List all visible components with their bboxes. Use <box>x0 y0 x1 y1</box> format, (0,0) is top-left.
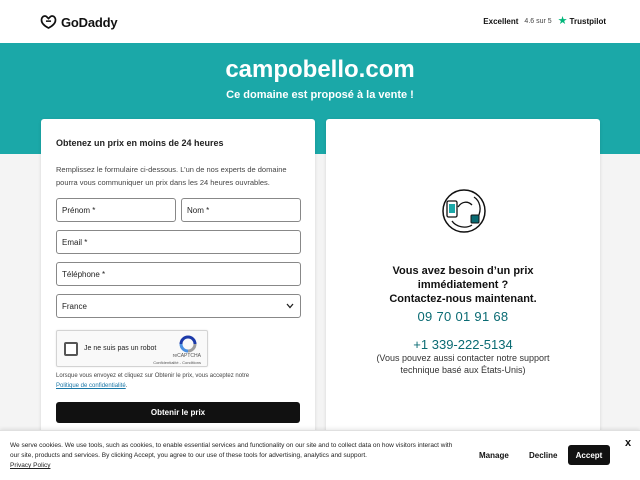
phone-label: Téléphone * <box>62 269 106 279</box>
godaddy-logo[interactable] <box>40 13 117 31</box>
lastname-field[interactable] <box>181 198 301 222</box>
trustpilot-brand <box>558 16 606 27</box>
contact-illustration-icon <box>438 187 490 235</box>
trust-score: 4.6 sur 5 <box>524 18 552 25</box>
firstname-label: Prénom * <box>62 205 96 215</box>
contact-heading-line2: immédiatement ? <box>417 279 509 291</box>
legal-prefix: Lorsque vous envoyez et cliquez sur Obtenir le prix, vous acceptez notre <box>56 373 250 379</box>
legal-suffix: . <box>125 383 128 389</box>
trustpilot-label: Trustpilot <box>569 17 606 26</box>
contact-heading-line3: Contactez-nous maintenant. <box>389 293 537 305</box>
phone-field[interactable] <box>56 262 301 286</box>
contact-heading-line1: Vous avez besoin d’un prix <box>392 265 534 277</box>
contact-heading <box>326 264 600 306</box>
domain-title: campobello.com <box>225 56 415 83</box>
domain-subtitle: Ce domaine est proposé à la vente ! <box>226 89 414 101</box>
phone-number-us[interactable]: +1 339-222-5134 <box>413 337 513 352</box>
recaptcha-checkbox[interactable] <box>64 342 78 356</box>
privacy-policy-link-cookie[interactable]: Privacy Policy <box>10 462 51 469</box>
godaddy-logo-icon <box>40 14 57 30</box>
cookie-message: We serve cookies. We use tools, such as cookies, to enable essential services and functionality on our site and to collect data on how visitors interact with our site, products and services. By clicking Accept, you agree to our use of these tools for advertising, analytics and support. <box>10 442 453 459</box>
phone-number-fr[interactable]: 09 70 01 91 68 <box>417 309 509 324</box>
email-field[interactable] <box>56 230 301 254</box>
recaptcha-icon <box>178 335 198 353</box>
star-icon: ★ <box>557 15 568 27</box>
accept-cookies-button[interactable]: Accept <box>568 445 610 465</box>
trustpilot-rating[interactable] <box>483 16 606 27</box>
contact-card <box>326 119 600 449</box>
manage-cookies-button[interactable]: Manage <box>479 451 509 460</box>
cookie-text <box>10 441 455 471</box>
recaptcha-brand: reCAPTCHA <box>172 353 201 359</box>
logo-text: GoDaddy <box>61 14 118 30</box>
get-price-button[interactable]: Obtenir le prix <box>56 402 300 423</box>
support-note: (Vous pouvez aussi contacter notre support technique basé aux États-Unis) <box>376 353 550 375</box>
firstname-field[interactable] <box>56 198 176 222</box>
privacy-notice <box>56 371 256 391</box>
decline-cookies-button[interactable]: Decline <box>529 451 558 460</box>
country-select[interactable] <box>56 294 301 318</box>
form-description: Remplissez le formulaire ci-dessous. L’un de nos experts de domaine pourra vous communiquer un prix dans les 24 heures ouvrables. <box>56 165 287 187</box>
close-icon[interactable]: x <box>625 437 632 449</box>
privacy-policy-link[interactable]: Politique de confidentialité <box>56 383 126 389</box>
country-value: France <box>62 301 87 311</box>
chevron-down-icon <box>286 303 294 309</box>
recaptcha-label: Je ne suis pas un robot <box>84 345 157 352</box>
cookie-banner <box>0 430 640 480</box>
lastname-label: Nom * <box>187 205 210 215</box>
site-header <box>0 0 640 43</box>
price-form-card <box>41 119 315 449</box>
form-title: Obtenez un prix en moins de 24 heures <box>56 138 224 148</box>
recaptcha-widget <box>56 330 208 367</box>
email-label: Email * <box>62 237 88 247</box>
trust-rating-label: Excellent <box>483 17 519 26</box>
recaptcha-terms[interactable]: Confidentialité - Conditions <box>153 360 201 365</box>
